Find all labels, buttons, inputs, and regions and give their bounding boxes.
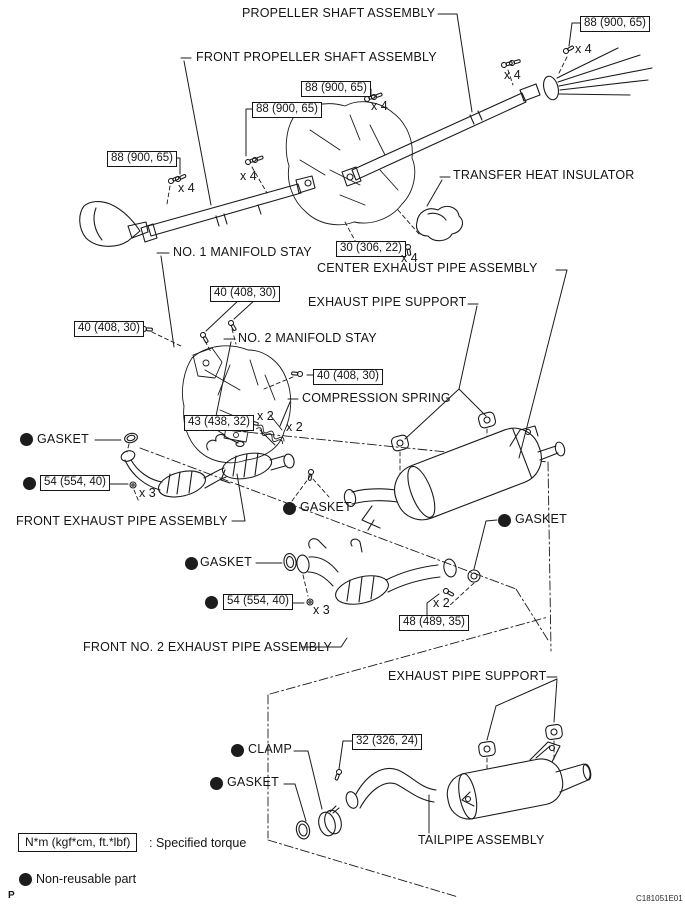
- mult-x4-b: x 4: [240, 169, 257, 183]
- mult-x2-a: x 2: [257, 409, 274, 423]
- no1-manifold-stay-label: NO. 1 MANIFOLD STAY: [173, 245, 312, 259]
- mult-x2-b: x 2: [286, 420, 303, 434]
- tailpipe-art: [295, 724, 592, 840]
- torque-30: 30 (306, 22): [336, 241, 406, 257]
- torque-88-right: 88 (900, 65): [580, 16, 650, 32]
- gasket-3-label: GASKET: [200, 555, 252, 569]
- front-exhaust-pipe-assembly-label: FRONT EXHAUST PIPE ASSEMBLY: [16, 514, 228, 528]
- propeller-shaft-art: [342, 48, 652, 186]
- figure-code: C181051E01: [636, 894, 683, 903]
- leader-lines: [95, 14, 580, 833]
- compression-spring-label: COMPRESSION SPRING: [302, 391, 451, 405]
- non-reusable-legend-caption: Non-reusable part: [36, 872, 137, 886]
- gasket-2-label: GASKET: [300, 500, 352, 514]
- propeller-shaft-assembly-label: PROPELLER SHAFT ASSEMBLY: [242, 6, 436, 20]
- transfer-case-art: [286, 99, 415, 225]
- torque-32: 32 (326, 24): [352, 734, 422, 750]
- torque-legend-caption: : Specified torque: [149, 836, 247, 850]
- torque-43: 43 (438, 32): [184, 415, 254, 431]
- no2-manifold-stay-label: NO. 2 MANIFOLD STAY: [238, 331, 377, 345]
- torque-54-a: 54 (554, 40): [40, 475, 110, 491]
- front-no2-exhaust-pipe-assembly-label: FRONT NO. 2 EXHAUST PIPE ASSEMBLY: [83, 640, 333, 654]
- torque-40-a: 40 (408, 30): [210, 286, 280, 302]
- non-reusable-dot: [210, 777, 223, 790]
- torque-88-mid-high: 88 (900, 65): [301, 81, 371, 97]
- torque-48: 48 (489, 35): [399, 615, 469, 631]
- torque-40-c: 40 (408, 30): [313, 369, 383, 385]
- non-reusable-dot: [231, 744, 244, 757]
- tailpipe-assembly-label: TAILPIPE ASSEMBLY: [418, 833, 545, 847]
- torque-88-mid-low: 88 (900, 65): [252, 102, 322, 118]
- mult-x4-c: x 4: [371, 99, 388, 113]
- center-exhaust-pipe-assembly-label: CENTER EXHAUST PIPE ASSEMBLY: [317, 261, 538, 275]
- torque-88-left: 88 (900, 65): [107, 151, 177, 167]
- mult-x4-a: x 4: [178, 181, 195, 195]
- mult-x3-b: x 3: [313, 603, 330, 617]
- mult-x4-e: x 4: [575, 42, 592, 56]
- front-propeller-shaft-art: [80, 176, 315, 246]
- exhaust-pipe-support-upper-label: EXHAUST PIPE SUPPORT: [308, 295, 467, 309]
- gasket-5-label: GASKET: [227, 775, 279, 789]
- front-propeller-shaft-assembly-label: FRONT PROPELLER SHAFT ASSEMBLY: [196, 50, 437, 64]
- torque-40-b: 40 (408, 30): [74, 321, 144, 337]
- non-reusable-dot: [23, 477, 36, 490]
- transfer-heat-insulator-art: [416, 206, 462, 240]
- torque-legend-box: N*m (kgf*cm, ft.*lbf): [18, 833, 137, 852]
- mult-x4-f: x 4: [401, 251, 418, 265]
- mult-x2-c: x 2: [433, 596, 450, 610]
- exhaust-pipe-support-lower-label: EXHAUST PIPE SUPPORT: [388, 669, 547, 683]
- front-no2-exhaust-pipe-art: [283, 539, 480, 609]
- mult-x4-d: x 4: [504, 68, 521, 82]
- non-reusable-dot: [20, 433, 33, 446]
- non-reusable-dot: [498, 514, 511, 527]
- non-reusable-dot: [185, 557, 198, 570]
- non-reusable-dot: [205, 596, 218, 609]
- mult-x3-a: x 3: [139, 486, 156, 500]
- transfer-heat-insulator-label: TRANSFER HEAT INSULATOR: [453, 168, 635, 182]
- footer-page-letter: P: [8, 890, 15, 901]
- gasket-1-label: GASKET: [37, 432, 89, 446]
- non-reusable-dot: [283, 502, 296, 515]
- clamp-label: CLAMP: [248, 742, 293, 756]
- non-reusable-legend-dot: [19, 873, 32, 886]
- gasket-4-label: GASKET: [515, 512, 567, 526]
- torque-54-b: 54 (554, 40): [223, 594, 293, 610]
